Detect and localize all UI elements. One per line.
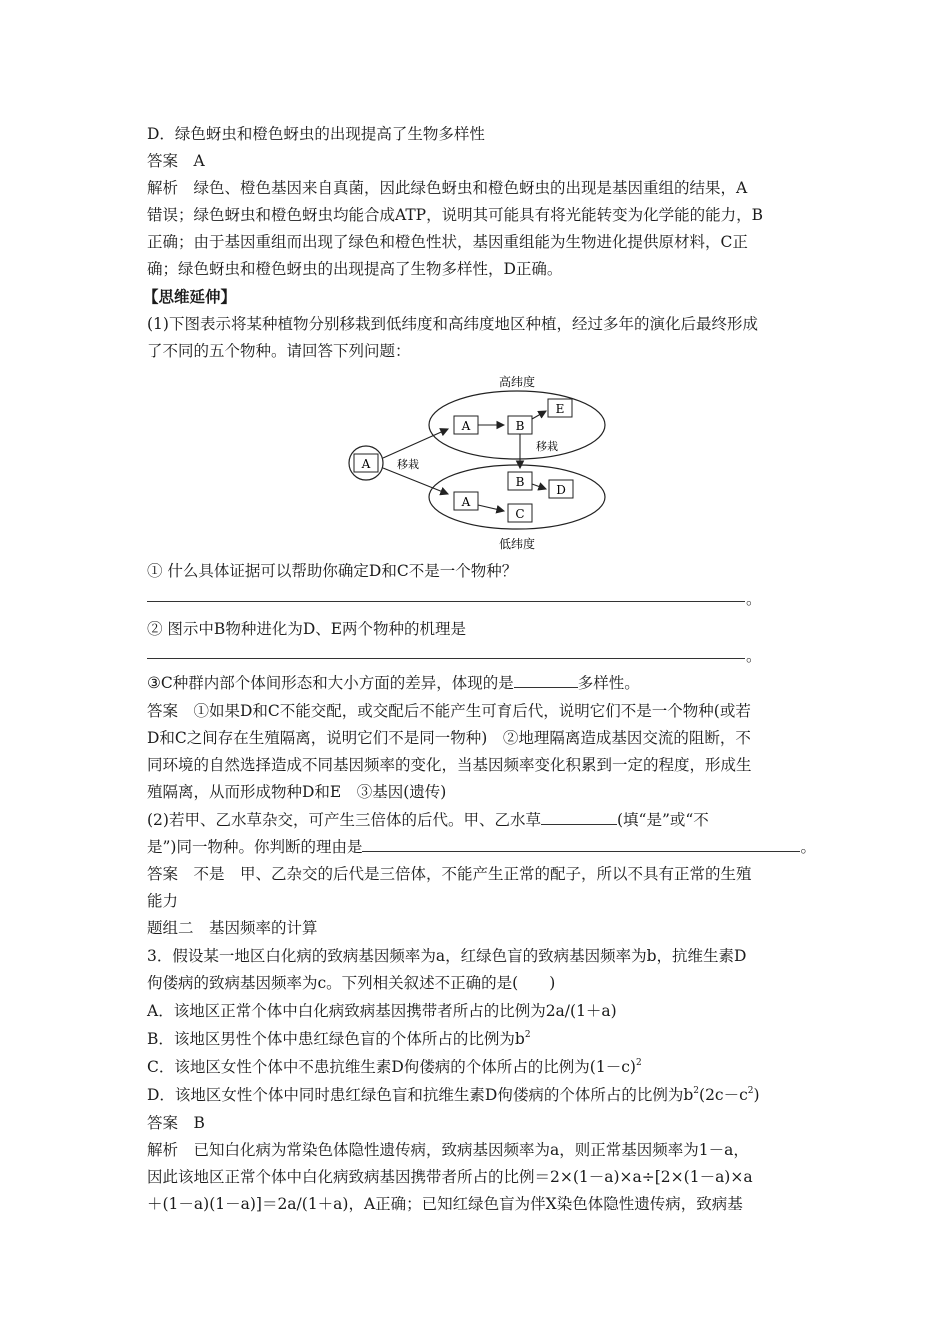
answer-line: 答案 A: [147, 152, 205, 170]
transplant-label-left: 移栽: [397, 458, 419, 471]
question-2-line-1: [147, 810, 709, 830]
origin-species-label: A: [361, 457, 371, 471]
analysis-line-1: 解析 绿色、橙色基因来自真菌，因此绿色蚜虫和橙色蚜虫的出现是基因重组的结果，A: [147, 179, 748, 197]
analysis-3-line-2: 因此该地区正常个体中白化病致病基因携带者所占的比例＝2×(1－a)×a÷[2×(1－a)×a: [147, 1168, 753, 1186]
answer-1-line-1: 答案 ①如果D和C不能交配，或交配后不能产生可育后代，说明它们不是一个物种(或若: [147, 702, 751, 720]
low-species-c-label: C: [515, 507, 525, 521]
answer-blank-5[interactable]: [362, 837, 800, 852]
option-b-sup: 2: [524, 1030, 531, 1040]
speciation-diagram: [340, 372, 630, 550]
period-3: 。: [800, 838, 816, 856]
option-d-text-main: D．该地区女性个体中同时患红绿色盲和抗维生素D佝偻病的个体所占的比例为b: [147, 1086, 694, 1104]
option-d-sup-1: 2: [693, 1086, 700, 1096]
option-a: A．该地区正常个体中白化病致病基因携带者所占的比例为2a/(1＋a): [147, 1002, 617, 1020]
question-2-reason-prompt: 是”)同一物种。你判断的理由是: [147, 838, 363, 856]
arrow-to-high: [383, 429, 448, 458]
period-2: 。: [746, 647, 762, 665]
option-b: [147, 1029, 531, 1049]
high-species-e-label: E: [555, 402, 565, 416]
answer-blank-4[interactable]: [541, 810, 617, 825]
arrow-to-low: [383, 468, 448, 494]
question-2-prefix: (2)若甲、乙水草杂交，可产生三倍体的后代。甲、乙水草: [147, 811, 541, 829]
sub-question-1: ① 什么具体证据可以帮助你确定D和C不是一个物种？: [147, 562, 518, 580]
option-c-sup: 2: [635, 1058, 642, 1068]
option-c-text: C．该地区女性个体中不患抗维生素D佝偻病的个体所占的比例为(1－c): [147, 1058, 636, 1076]
high-latitude-label: 高纬度: [498, 375, 536, 389]
option-d-text: D．绿色蚜虫和橙色蚜虫的出现提高了生物多样性: [147, 125, 485, 143]
question-1-line-2: 了不同的五个物种。请回答下列问题：: [147, 342, 411, 360]
period-1: 。: [746, 590, 762, 608]
question-2-suffix: (填“是”或“不: [616, 811, 709, 829]
analysis-3-line-1: 解析 已知白化病为常染色体隐性遗传病，致病基因频率为a，则正常基因频率为1－a，: [147, 1141, 749, 1159]
question-3-line-2: 佝偻病的致病基因频率为c。下列相关叙述不正确的是( ): [147, 974, 556, 992]
arrow-low-b-d: [532, 484, 546, 489]
sub-question-2: ② 图示中B物种进化为D、E两个物种的机理是: [147, 620, 467, 638]
low-species-b-label: B: [515, 475, 525, 489]
section-heading: 【思维延伸】: [143, 287, 237, 306]
answer-1-line-4: 殖隔离，从而形成物种D和E ③基因(遗传): [147, 783, 447, 801]
answer-3: 答案 B: [147, 1114, 205, 1132]
sub-question-3-prefix: ③C种群内部个体间形态和大小方面的差异，体现的是: [147, 674, 514, 692]
low-species-d-label: D: [556, 483, 566, 497]
option-d: [147, 1085, 760, 1105]
question-1-line-1: (1)下图表示将某种植物分别移栽到低纬度和高纬度地区种植，经过多年的演化后最终形成: [147, 315, 758, 333]
low-latitude-label: 低纬度: [498, 537, 536, 550]
question-2-line-2: [147, 837, 816, 857]
answer-blank-3[interactable]: [514, 673, 578, 688]
low-species-a-label: A: [461, 495, 471, 509]
group-heading: 题组二 基因频率的计算: [147, 919, 318, 937]
option-b-text: B．该地区男性个体中患红绿色盲的个体所占的比例为b: [147, 1030, 525, 1048]
high-species-a-label: A: [461, 419, 471, 433]
answer-1-line-2: D和C之间存在生殖隔离，说明它们不是同一物种) ②地理隔离造成基因交流的阻断，不: [147, 729, 751, 747]
answer-2-line-1: 答案 不是 甲、乙杂交的后代是三倍体，不能产生正常的配子，所以不具有正常的生殖: [147, 865, 752, 883]
transplant-label-mid: 移栽: [536, 440, 558, 453]
analysis-line-4: 确；绿色蚜虫和橙色蚜虫的出现提高了生物多样性，D正确。: [147, 260, 563, 278]
option-d-text-close: ): [753, 1086, 760, 1104]
analysis-3-line-3: ＋(1－a)(1－a)]＝2a/(1＋a)，A正确；已知红绿色盲为伴X染色体隐性遗传病，致病基: [147, 1195, 743, 1213]
option-d-text-expr: (2c－c: [699, 1086, 748, 1104]
option-d-sup-2: 2: [747, 1086, 754, 1096]
answer-2-line-2: 能力: [147, 892, 179, 910]
arrow-low-a-c: [478, 505, 504, 511]
answer-blank-1[interactable]: [147, 601, 745, 602]
sub-question-3-suffix: 多样性。: [577, 674, 640, 692]
arrow-high-b-e: [532, 411, 546, 419]
sub-question-3: [147, 673, 640, 693]
answer-blank-2[interactable]: [147, 658, 745, 659]
analysis-line-2: 错误；绿色蚜虫和橙色蚜虫均能合成ATP，说明其可能具有将光能转变为化学能的能力，B: [147, 206, 764, 224]
question-3-line-1: 3．假设某一地区白化病的致病基因频率为a，红绿色盲的致病基因频率为b，抗维生素D: [147, 947, 747, 965]
answer-1-line-3: 同环境的自然选择造成不同基因频率的变化，当基因频率变化积累到一定的程度，形成生: [147, 756, 752, 774]
analysis-line-3: 正确；由于基因重组而出现了绿色和橙色性状，基因重组能为生物进化提供原材料，C正: [147, 233, 748, 251]
option-c: [147, 1057, 642, 1077]
high-species-b-label: B: [515, 419, 525, 433]
